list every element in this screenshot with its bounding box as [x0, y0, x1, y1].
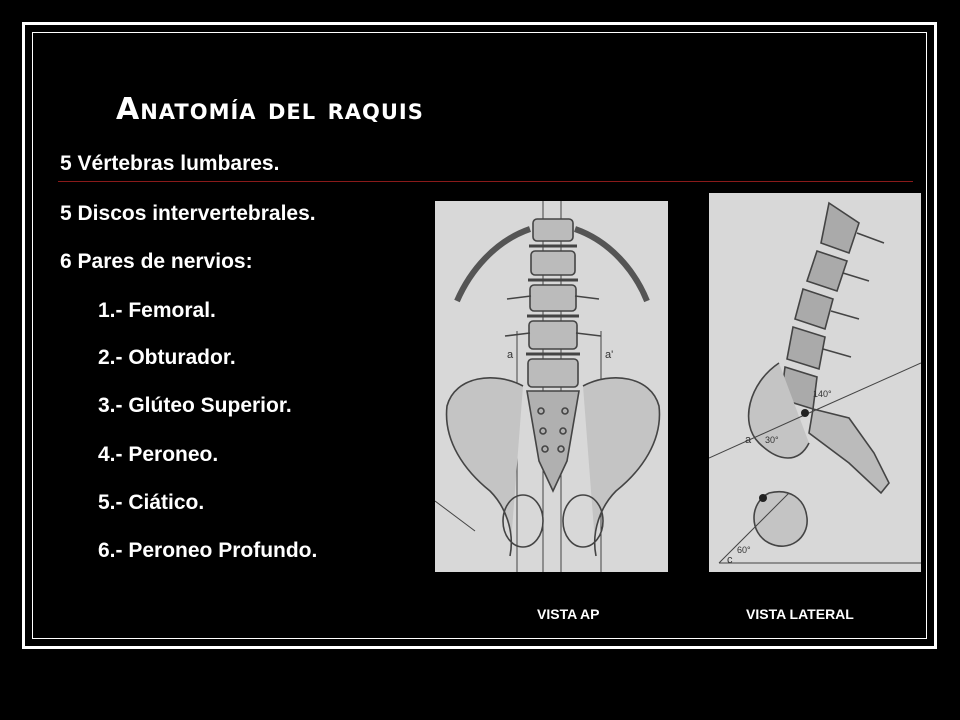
caption-vista-lateral: VISTA LATERAL — [746, 606, 854, 622]
text-line-nerve-1: 1.- Femoral. — [98, 299, 216, 322]
lateral-label-c: c — [727, 554, 733, 566]
ap-label-a-prime: a' — [605, 349, 614, 361]
text-line-nerve-2: 2.- Obturador. — [98, 346, 236, 369]
lateral-label-a: a — [745, 434, 752, 446]
lateral-angle-140: 140° — [813, 389, 832, 399]
caption-vista-ap: VISTA AP — [537, 606, 600, 622]
spine-ap-drawing — [435, 201, 668, 572]
lateral-angle-60: 60° — [737, 545, 751, 555]
ap-label-a: a — [507, 349, 514, 361]
text-line-lumbar-vertebrae: 5 Vértebras lumbares. — [60, 152, 280, 175]
spine-ap-view-image — [435, 201, 668, 572]
text-line-nerve-pairs: 6 Pares de nervios: — [60, 250, 253, 273]
text-line-nerve-3: 3.- Glúteo Superior. — [98, 394, 292, 417]
text-line-nerve-5: 5.- Ciático. — [98, 491, 205, 514]
lateral-angle-30: 30° — [765, 435, 779, 445]
slide-title: Anatomía del raquis — [116, 92, 424, 127]
title-divider — [58, 181, 913, 182]
spine-lateral-view-image — [709, 193, 921, 572]
text-line-nerve-4: 4.- Peroneo. — [98, 443, 219, 466]
text-line-nerve-6: 6.- Peroneo Profundo. — [98, 539, 318, 562]
text-line-intervertebral-discs: 5 Discos intervertebrales. — [60, 202, 316, 225]
spine-lateral-drawing — [709, 193, 921, 572]
